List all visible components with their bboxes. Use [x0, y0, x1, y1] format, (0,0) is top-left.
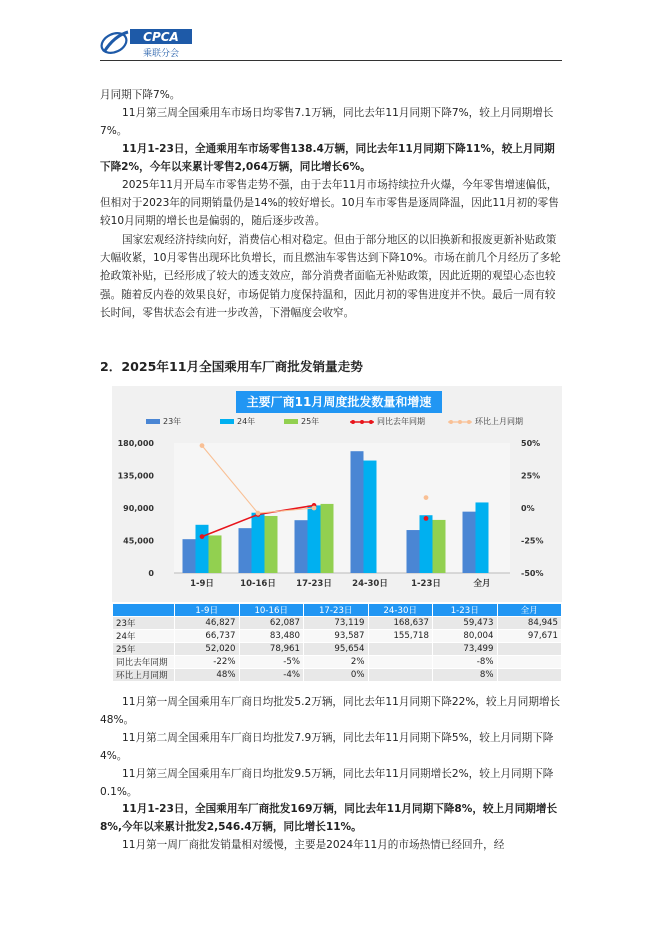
table-cell — [368, 656, 433, 669]
x-tick-label: 全月 — [473, 579, 491, 589]
table-cell: 84,945 — [497, 617, 562, 630]
table-header: 1-9日 — [175, 604, 240, 617]
summary-paragraph: 11月1-23日，全国乘用车厂商批发169万辆，同比去年11月同期下降8%，较上月同期增长8%,今年以来累计批发2,546.4万辆，同比增长11%。 — [100, 803, 558, 834]
x-tick-label: 24-30日 — [352, 579, 388, 589]
x-tick-label: 17-23日 — [296, 579, 332, 589]
y-right-tick-label: -25% — [521, 536, 544, 546]
paragraph: 11月第一周厂商批发销量相对缓慢，主要是2024年11月的市场热情已经回升，经 — [122, 839, 505, 851]
section-heading: 2．2025年11月全国乘用车厂商批发销量走势 — [100, 359, 363, 374]
bar-25年 — [433, 520, 446, 573]
bar-25年 — [209, 535, 222, 573]
paragraph: 国家宏观经济持续向好，消费信心相对稳定。但由于部分地区的以旧换新和报废更新补贴政策大幅收紧，10月零售出现环比负增长，而且燃油车零售达到下降10%。市场在前几个月经历了多轮抢政策补贴，已经形成了较大的透支效应，部分消费者面临无补贴政策，因此近期的观望心态也较强。随着反内卷的效果良好，市场促销力度保持温和，因此月初的零售进度并不快。最后一周有较长时间，零售状态会有进一步改善，下滑幅度会收窄。 — [100, 234, 561, 319]
table-cell: 2% — [304, 656, 369, 669]
table-row — [113, 630, 562, 643]
bar-24年 — [196, 525, 209, 573]
table-cell — [368, 643, 433, 656]
table-cell: 52,020 — [175, 643, 240, 656]
chart-title: 主要厂商11月周度批发数量和增速 — [236, 391, 442, 413]
table-cell: 48% — [175, 669, 240, 682]
point-环比上月同期 — [424, 495, 429, 500]
legend-item: 环比上月同期 — [448, 416, 523, 427]
table-cell: 83,480 — [239, 630, 304, 643]
table-cell: 155,718 — [368, 630, 433, 643]
point-环比上月同期 — [312, 506, 317, 511]
row-label: 环比上月同期 — [113, 669, 175, 682]
table-cell: 78,961 — [239, 643, 304, 656]
bar-23年 — [295, 520, 308, 573]
table-cell — [497, 656, 562, 669]
y-right-tick-label: 25% — [521, 471, 541, 481]
table-header: 17-23日 — [304, 604, 369, 617]
paragraph: 11月第三周全国乘用车厂商日均批发9.5万辆，同比去年11月同期增长2%，较上月同期下降0.1%。 — [100, 768, 554, 799]
table-cell — [497, 669, 562, 682]
table-cell: 168,637 — [368, 617, 433, 630]
table-row — [113, 669, 562, 682]
bar-23年 — [407, 530, 420, 573]
x-tick-label: 1-23日 — [411, 579, 441, 589]
table-cell: 66,737 — [175, 630, 240, 643]
header-divider — [100, 60, 562, 61]
table-cell: -4% — [239, 669, 304, 682]
y-right-tick-label: 0% — [521, 504, 535, 513]
table-header: 10-16日 — [239, 604, 304, 617]
data-table — [112, 603, 562, 682]
table-cell: 59,473 — [433, 617, 498, 630]
paragraph: 11月第二周全国乘用车厂商日均批发7.9万辆，同比去年11月同期下降5%，较上月同期下降4%。 — [100, 732, 554, 763]
table-cell: -8% — [433, 656, 498, 669]
table-cell: 93,587 — [304, 630, 369, 643]
table-row — [113, 656, 562, 669]
table-header: 24-30日 — [368, 604, 433, 617]
x-tick-label: 10-16日 — [240, 579, 276, 589]
legend-item: 24年 — [220, 416, 255, 427]
table-cell: 73,119 — [304, 617, 369, 630]
legend-item: 同比去年同期 — [350, 416, 425, 427]
bar-24年 — [308, 505, 321, 573]
table-header: 1-23日 — [433, 604, 498, 617]
y-right-tick-label: -50% — [521, 569, 544, 578]
row-label: 23年 — [113, 617, 175, 630]
point-环比上月同期 — [200, 443, 205, 448]
table-cell: 62,087 — [239, 617, 304, 630]
bar-25年 — [265, 516, 278, 573]
table-row — [113, 617, 562, 630]
paragraph: 11月第一周全国乘用车厂商日均批发5.2万辆，同比去年11月同期下降22%，较上月同期增长48%。 — [100, 696, 561, 727]
table-cell: 80,004 — [433, 630, 498, 643]
table-cell: 0% — [304, 669, 369, 682]
y-left-tick-label: 0 — [148, 569, 154, 578]
table-cell — [368, 669, 433, 682]
bar-24年 — [420, 515, 433, 573]
y-right-tick-label: 50% — [521, 439, 541, 448]
row-label: 24年 — [113, 630, 175, 643]
point-环比上月同期 — [256, 511, 261, 516]
table-cell — [497, 643, 562, 656]
row-label: 25年 — [113, 643, 175, 656]
paragraph: 11月第三周全国乘用车市场日均零售7.1万辆，同比去年11月同期下降7%，较上月同期增长7%。 — [100, 107, 554, 138]
table-cell: -5% — [239, 656, 304, 669]
bar-23年 — [351, 451, 364, 573]
table-row — [113, 643, 562, 656]
x-tick-label: 1-9日 — [190, 579, 214, 589]
table-cell: 73,499 — [433, 643, 498, 656]
legend-item: 23年 — [146, 416, 181, 427]
table-cell: 97,671 — [497, 630, 562, 643]
summary-paragraph: 11月1-23日，全通乘用车市场零售138.4万辆，同比去年11月同期下降11%，较上月同期下降2%，今年以来累计零售2,064万辆，同比增长6%。 — [100, 143, 555, 174]
bar-24年 — [476, 502, 489, 573]
point-同比去年同期 — [424, 516, 429, 521]
logo-text: CPCA — [143, 30, 179, 44]
table-cell: -22% — [175, 656, 240, 669]
wholesale-chart — [112, 386, 562, 602]
y-left-tick-label: 45,000 — [123, 536, 154, 546]
bar-24年 — [252, 513, 265, 573]
plot-background — [174, 443, 510, 573]
logo-subtext: 乘联分会 — [142, 49, 180, 59]
y-left-tick-label: 135,000 — [117, 471, 154, 481]
cpca-logo — [100, 26, 195, 60]
table-cell: 46,827 — [175, 617, 240, 630]
bar-24年 — [364, 461, 377, 573]
row-label: 同比去年同期 — [113, 656, 175, 669]
table-cell: 8% — [433, 669, 498, 682]
y-left-tick-label: 180,000 — [117, 439, 154, 448]
table-corner — [113, 604, 175, 617]
legend-item: 25年 — [284, 416, 319, 427]
table-header: 全月 — [497, 604, 562, 617]
bar-23年 — [239, 528, 252, 573]
paragraph: 2025年11月开局车市零售走势不强，由于去年11月市场持续拉升火爆，今年零售增速偏低，但相对于2023年的同期销量仍是14%的较好增长。10月车市零售是逐周降温，因此11月初的零售较10月同期的增长也是偏弱的，随后逐步改善。 — [100, 179, 559, 228]
table-cell: 95,654 — [304, 643, 369, 656]
chart-plot-area — [112, 386, 562, 602]
point-同比去年同期 — [200, 534, 205, 539]
y-left-tick-label: 90,000 — [123, 504, 154, 513]
bar-25年 — [321, 504, 334, 573]
paragraph: 月同期下降7%。 — [100, 89, 181, 101]
bar-23年 — [463, 512, 476, 573]
bar-23年 — [183, 539, 196, 573]
